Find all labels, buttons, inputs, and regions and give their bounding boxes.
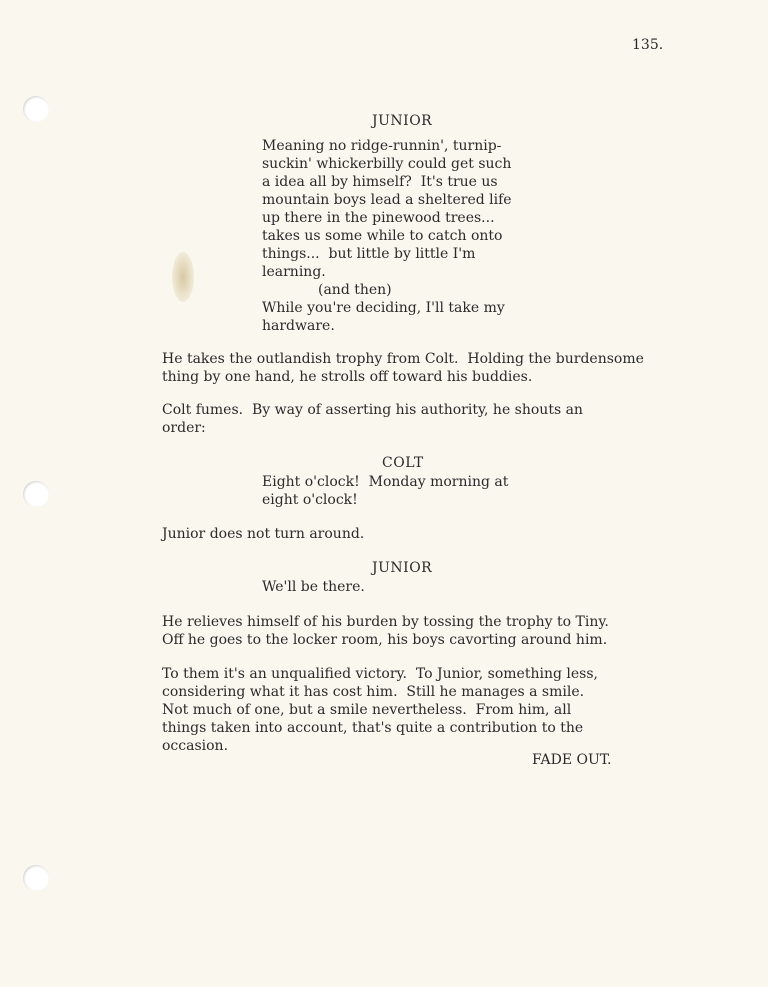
binder-hole-bottom — [23, 865, 49, 891]
parenthetical: (and then) — [318, 282, 392, 298]
transition-fade-out: FADE OUT. — [532, 752, 612, 768]
action-line: occasion. — [162, 738, 229, 754]
dialogue-line: Eight o'clock! Monday morning at — [262, 474, 509, 490]
dialogue-line: Meaning no ridge-runnin', turnip- — [262, 138, 502, 154]
character-cue-junior: JUNIOR — [372, 113, 433, 129]
action-line: order: — [162, 420, 206, 436]
paper-stain — [172, 252, 194, 302]
dialogue-line: We'll be there. — [262, 579, 365, 595]
action-line: To them it's an unqualified victory. To Junior, something less, — [162, 666, 598, 682]
action-line: He relieves himself of his burden by tossing the trophy to Tiny. — [162, 614, 609, 630]
dialogue-line: things... but little by little I'm — [262, 246, 476, 262]
dialogue-line: eight o'clock! — [262, 492, 358, 508]
dialogue-line: takes us some while to catch onto — [262, 228, 503, 244]
dialogue-line: learning. — [262, 264, 326, 280]
dialogue-line: up there in the pinewood trees... — [262, 210, 495, 226]
binder-hole-middle — [23, 481, 49, 507]
action-line: Colt fumes. By way of asserting his authority, he shouts an — [162, 402, 583, 418]
action-line: considering what it has cost him. Still he manages a smile. — [162, 684, 585, 700]
character-cue-junior: JUNIOR — [372, 560, 433, 576]
dialogue-line: While you're deciding, I'll take my — [262, 300, 505, 316]
page-number: 135. — [632, 37, 664, 53]
action-line: Not much of one, but a smile nevertheless. From him, all — [162, 702, 572, 718]
action-line: Off he goes to the locker room, his boys cavorting around him. — [162, 632, 608, 648]
dialogue-line: a idea all by himself? It's true us — [262, 174, 498, 190]
dialogue-line: suckin' whickerbilly could get such — [262, 156, 512, 172]
dialogue-line: mountain boys lead a sheltered life — [262, 192, 512, 208]
action-line: things taken into account, that's quite a contribution to the — [162, 720, 584, 736]
action-line: Junior does not turn around. — [162, 526, 365, 542]
binder-hole-top — [23, 96, 49, 122]
action-line: thing by one hand, he strolls off toward his buddies. — [162, 369, 533, 385]
action-line: He takes the outlandish trophy from Colt. Holding the burdensome — [162, 351, 644, 367]
dialogue-line: hardware. — [262, 318, 335, 334]
character-cue-colt: COLT — [382, 455, 424, 471]
